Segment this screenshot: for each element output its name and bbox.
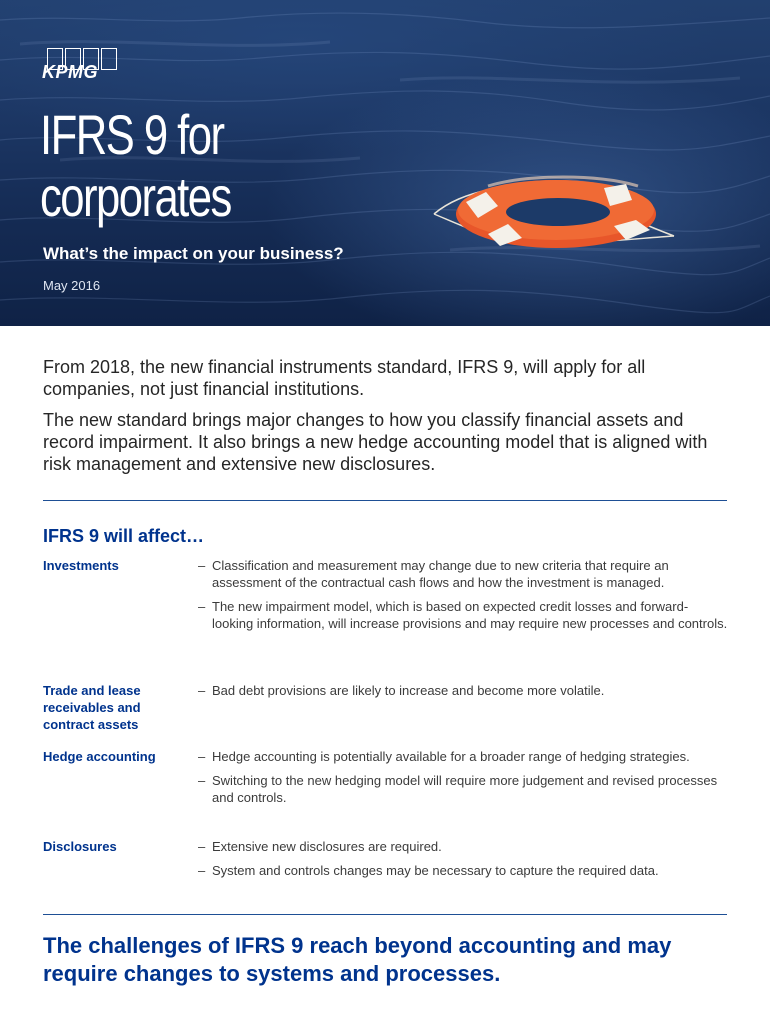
kpmg-logo [42,48,122,82]
title-line-1: IFRS 9 for [40,103,224,166]
affect-label: Hedge accounting [43,749,156,764]
affect-item: – System and controls changes may be necessary to capture the required data. [198,862,728,879]
affect-items [198,682,728,706]
affect-items [198,838,728,886]
hero-banner [0,0,770,326]
affect-items [198,748,728,813]
intro-section [43,356,733,484]
divider-bottom [43,914,727,915]
divider-top [43,500,727,501]
affect-item: – Switching to the new hedging model will require more judgement and revised processes and controls. [198,772,728,806]
affect-item: – The new impairment model, which is based on expected credit losses and forward-looking information, will increase provisions and may require new processes and controls. [198,598,728,632]
affect-label: Investments [43,558,119,573]
title-line-2: corporates [40,165,231,228]
affect-label: Trade and lease receivables and contract assets [43,683,141,732]
affect-label: Disclosures [43,839,117,854]
affect-item: – Classification and measurement may change due to new criteria that require an assessment of the contractual cash flows and how the investment is managed. [198,557,728,591]
affect-items [198,557,728,639]
affect-item: – Extensive new disclosures are required. [198,838,728,855]
intro-paragraph-1: From 2018, the new financial instruments standard, IFRS 9, will apply for all companies, not just financial institutions. [43,357,646,399]
hero-subtitle: What’s the impact on your business? [43,244,344,263]
intro-paragraph-2: The new standard brings major changes to how you classify financial assets and record impairment. It also brings a new hedge accounting model that is aligned with risk management and extensive new disclosures. [43,410,708,474]
lifebuoy-image [428,172,678,262]
page-title [40,104,231,228]
closing-statement: The challenges of IFRS 9 reach beyond accounting and may require changes to systems and processes. [43,933,672,986]
affect-heading: IFRS 9 will affect… [43,526,205,546]
publication-date: May 2016 [43,278,101,293]
affect-item: – Hedge accounting is potentially available for a broader range of hedging strategies. [198,748,728,765]
affect-item: – Bad debt provisions are likely to increase and become more volatile. [198,682,728,699]
logo-text: KPMG [42,62,98,82]
